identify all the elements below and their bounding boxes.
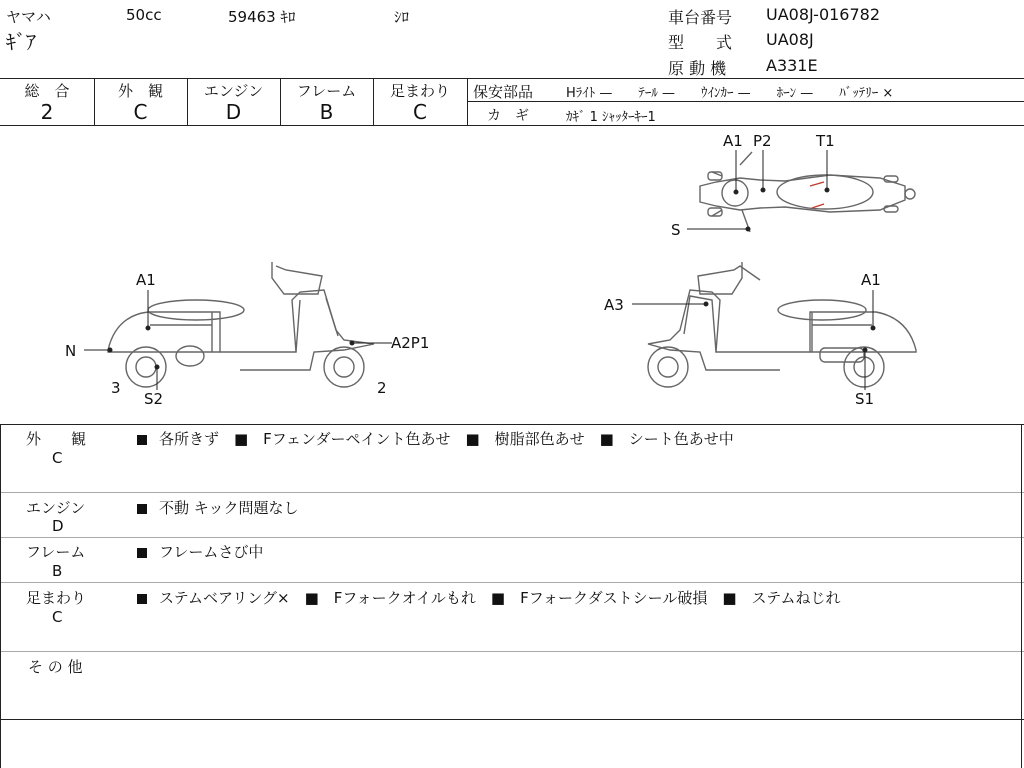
safety-items: Hﾗｲﾄ — ﾃｰﾙ — ｳｲﾝｶｰ — ﾎｰﾝ — ﾊﾞｯﾃﾘｰ ×	[566, 86, 894, 101]
grade-suspension-label: 足まわり	[389, 82, 450, 100]
grade-total-value: 2	[40, 100, 54, 124]
label-right-s1: S1	[855, 390, 875, 408]
label-left-a1: A1	[136, 271, 156, 289]
details-divider	[0, 537, 1024, 538]
leader-lines	[84, 150, 875, 390]
grade-frame-value: B	[319, 100, 334, 124]
label-top-s: S	[671, 221, 681, 239]
left-border	[0, 424, 1, 768]
details-divider	[0, 582, 1024, 583]
bullet-icon	[137, 594, 147, 604]
label-top-a1: A1	[723, 132, 743, 150]
detail-suspension-text: ステムベアリング× ■ Fフォークオイルもれ ■ Fフォークダストシール破損 ■ ステムねじれ	[159, 589, 841, 607]
engine-label: 原 動 機	[668, 59, 727, 78]
key-value: ｶｷﾞ 1 ｼｬｯﾀｰｷｰ1	[566, 110, 656, 125]
maker: ヤマハ	[6, 8, 51, 26]
label-right-a1: A1	[861, 271, 881, 289]
detail-engine-text: 不動 キック問題なし	[159, 499, 299, 517]
grade-exterior-label: 外 観	[117, 82, 163, 100]
detail-frame-text-row	[137, 541, 263, 562]
damage-marks	[810, 182, 824, 208]
grade-suspension-value: C	[413, 100, 427, 124]
detail-frame-grade: B	[52, 562, 63, 580]
label-right-a3: A3	[604, 296, 624, 314]
detail-exterior-grade: C	[52, 449, 63, 467]
detail-other-label: そ の 他	[28, 658, 83, 676]
color: ｼﾛ	[394, 8, 410, 26]
right-border	[1021, 424, 1022, 768]
detail-frame-text: フレームさび中	[159, 543, 264, 561]
engine-code: A331E	[766, 56, 818, 75]
details-divider	[0, 651, 1024, 652]
frame-no: UA08J-016782	[766, 5, 881, 24]
label-left-n: N	[65, 342, 77, 360]
detail-suspension-label: 足まわり	[26, 589, 87, 607]
grade-engine-value: D	[225, 100, 242, 124]
displacement: 50cc	[126, 6, 162, 24]
label-left-2: 2	[377, 379, 387, 397]
bullet-icon	[137, 435, 147, 445]
grade-engine-label: エンジン	[203, 82, 264, 100]
safety-label: 保安部品	[473, 83, 534, 101]
detail-exterior-label: 外 観	[26, 430, 87, 448]
detail-exterior-text-row	[137, 428, 734, 449]
label-left-a2p1: A2P1	[391, 334, 430, 352]
detail-suspension-grade: C	[52, 608, 63, 626]
model-name: ｷﾞｱ	[6, 30, 36, 54]
scooter-top-view	[700, 152, 915, 232]
grade-total-label: 総 合	[24, 82, 70, 100]
key-label: カ ギ	[487, 108, 529, 124]
detail-exterior-text: 各所きず ■ Fフェンダーペイント色あせ ■ 樹脂部色あせ ■ シート色あせ中	[159, 430, 734, 448]
details-top-border	[0, 424, 1024, 425]
details-divider	[0, 492, 1024, 493]
bullet-icon	[137, 504, 147, 514]
detail-frame-label: フレーム	[26, 543, 86, 561]
label-top-t1: T1	[816, 132, 835, 150]
model-label: 型 式	[668, 33, 733, 52]
detail-engine-text-row	[137, 497, 298, 518]
label-left-3: 3	[111, 379, 121, 397]
detail-engine-grade: D	[52, 517, 64, 535]
details-bottom-border	[0, 719, 1024, 720]
frame-no-label: 車台番号	[668, 8, 733, 27]
bullet-icon	[137, 548, 147, 558]
label-left-s2: S2	[144, 390, 164, 408]
detail-suspension-text-row	[137, 587, 841, 608]
grade-frame-label: フレーム	[296, 82, 357, 100]
label-top-p2: P2	[753, 132, 772, 150]
model-code: UA08J	[766, 30, 814, 49]
detail-engine-label: エンジン	[26, 499, 86, 517]
grade-exterior-value: C	[133, 100, 148, 124]
mileage: 59463 ｷﾛ	[228, 8, 296, 26]
